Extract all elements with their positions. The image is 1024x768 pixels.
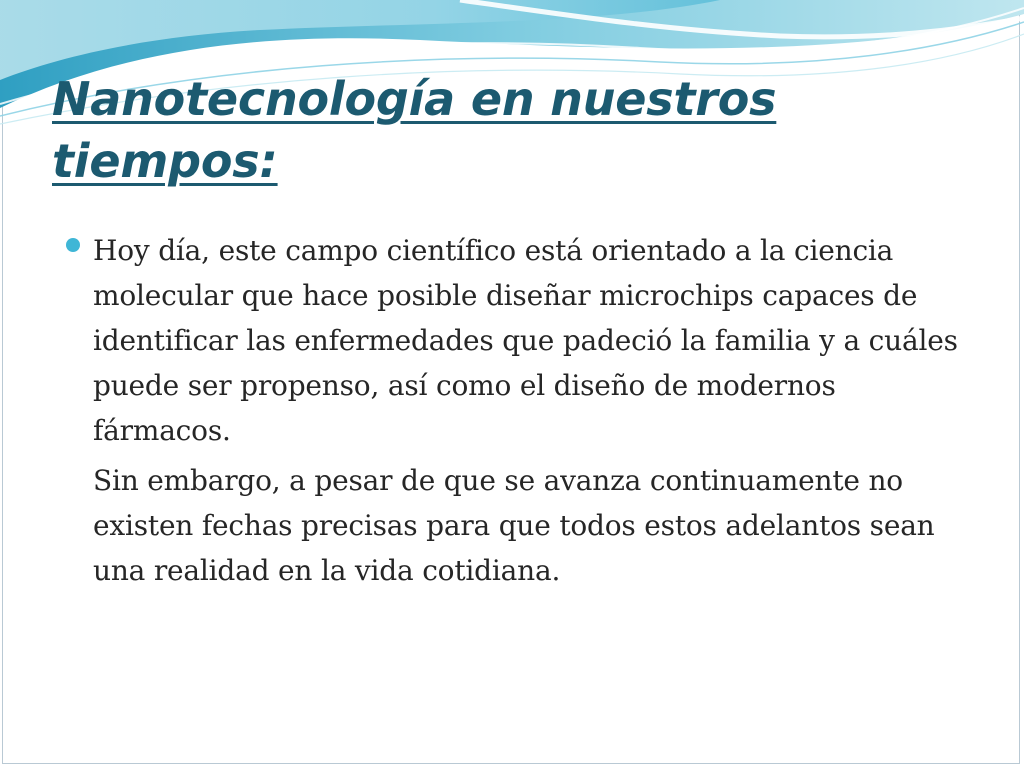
continuation-paragraph: Sin embargo, a pesar de que se avanza continuamente no existen fechas precisas para que todos estos adelantos sean una realidad en la vida cotidiana. [93, 464, 935, 587]
slide-content [64, 228, 964, 593]
slide-title: Nanotecnología en nuestros tiempos: [52, 72, 777, 188]
bullet-dot-icon [66, 238, 80, 252]
bullet-text: Hoy día, este campo científico está orientado a la ciencia molecular que hace posible diseñar microchips capaces de identificar las enfermedades que padeció la familia y a cuáles puede ser propenso, así como el diseño de modernos fármacos. [93, 234, 958, 447]
bullet-item [64, 228, 964, 453]
